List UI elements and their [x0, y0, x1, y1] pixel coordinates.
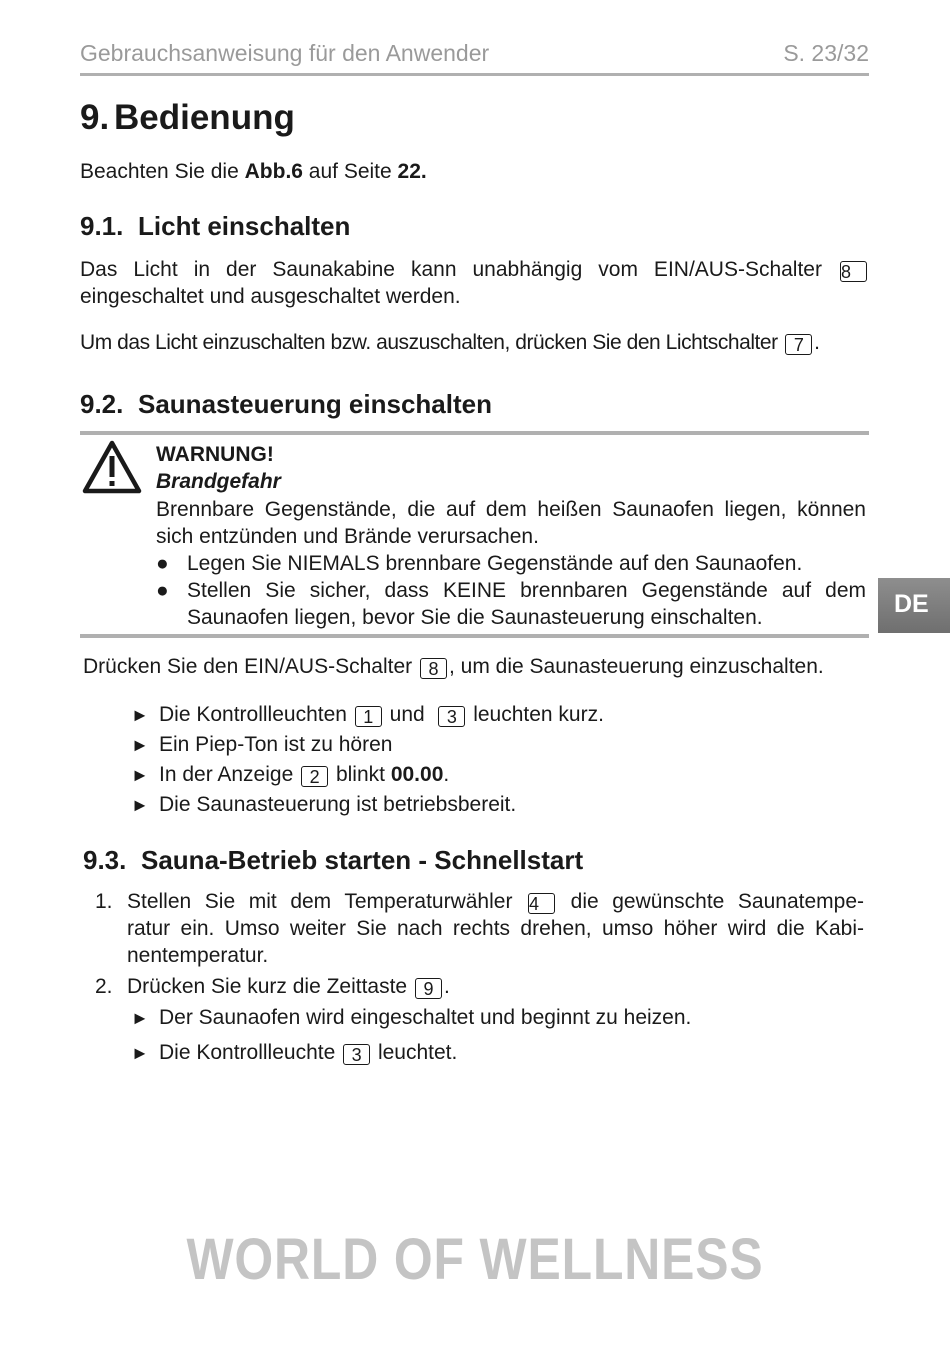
subsection-number: 9.1. — [80, 211, 124, 241]
bullet-dot-icon: ● — [156, 579, 169, 602]
language-tab: DE — [878, 578, 950, 633]
result-text: leuchtet. — [377, 1041, 458, 1064]
page-ref: 22. — [397, 160, 427, 183]
component-ref-3: 3 — [438, 706, 465, 727]
intro-text-mid: auf Seite — [302, 160, 398, 183]
display-value: 00.00 — [390, 763, 444, 786]
bullet-text: Saunaofen liegen, bevor Sie die Saunasteuerung einschalten. — [187, 606, 763, 629]
bullet-text: Legen Sie NIEMALS brennbare Gegenstände auf den Saunaofen. — [187, 552, 803, 575]
figure-ref: Abb.6 — [244, 160, 303, 183]
subsection-number: 9.2. — [80, 389, 124, 419]
component-ref-8: 8 — [840, 261, 867, 282]
warning-title: WARNUNG! — [156, 443, 274, 466]
arrow-right-icon: ► — [131, 765, 149, 785]
component-ref-4: 4 — [528, 893, 555, 914]
subsection-title: Sauna-Betrieb starten - Schnellstart — [141, 845, 584, 875]
result-text: . — [443, 763, 450, 786]
step-text-part: . — [443, 975, 450, 998]
section-intro — [80, 158, 869, 185]
section-heading — [80, 98, 295, 138]
result-item — [131, 1004, 691, 1032]
arrow-right-icon: ► — [131, 1043, 149, 1063]
result-text: leuchten kurz. — [473, 703, 604, 726]
step-text: nentemperatur. — [127, 944, 269, 967]
section-number: 9. — [80, 98, 110, 137]
warning-box — [80, 431, 869, 638]
paragraph-line: eingeschaltet und ausgeschaltet werden. — [80, 285, 461, 308]
result-text: Die Saunasteuerung ist betriebsbereit. — [159, 793, 517, 816]
step-number: 1. — [95, 890, 113, 913]
result-text: und — [389, 703, 425, 726]
result-item — [131, 1039, 457, 1067]
subsection-number: 9.3. — [83, 845, 127, 875]
paragraph-text: Das Licht in der Saunakabine kann unabhängig vom EIN/AUS-Schalter — [80, 258, 822, 281]
subsection-heading-9-3 — [83, 845, 583, 876]
step-text-part: Drücken Sie kurz die Zeittaste — [127, 975, 408, 998]
step-text: ratur ein. Umso weiter Sie nach rechts drehen, umso höher wird die Kabi- — [127, 917, 864, 940]
warning-text: sich entzünden und Brände verursachen. — [156, 525, 539, 548]
instruction-line — [83, 653, 869, 680]
result-text: In der Anzeige — [159, 763, 294, 786]
paragraph-end: . — [814, 331, 820, 354]
warning-triangle-icon — [82, 440, 142, 494]
paragraph-line — [80, 329, 869, 356]
step-text — [127, 973, 864, 1000]
step-text-part: Stellen Sie mit dem Temperaturwähler — [127, 890, 513, 913]
brand-logo: WORLD OF WELLNESS — [186, 1227, 764, 1292]
warning-text: Brennbare Gegenstände, die auf dem heißen Saunaofen liegen, können — [156, 498, 866, 521]
step-text-part: die gewünschte Saunatempe- — [570, 890, 864, 913]
component-ref-7: 7 — [785, 334, 812, 355]
result-item — [131, 701, 604, 729]
page-number: S. 23/32 — [783, 40, 869, 66]
component-ref-8: 8 — [420, 658, 447, 679]
page-header — [80, 36, 869, 76]
subsection-heading-9-1 — [80, 211, 350, 242]
warning-subtitle: Brandgefahr — [156, 470, 281, 493]
bullet-dot-icon: ● — [156, 552, 169, 575]
section-title: Bedienung — [114, 98, 295, 137]
paragraph-line — [80, 256, 869, 283]
result-text: Die Kontrollleuchten — [159, 703, 347, 726]
result-item — [131, 731, 392, 759]
result-text: Die Kontrollleuchte — [159, 1041, 336, 1064]
bullet-text: Stellen Sie sicher, dass KEINE brennbaren Gegenstände auf dem — [187, 579, 866, 602]
result-item — [131, 761, 449, 789]
result-text: Der Saunaofen wird eingeschaltet und beginnt zu heizen. — [159, 1006, 692, 1029]
arrow-right-icon: ► — [131, 705, 149, 725]
result-text: Ein Piep-Ton ist zu hören — [159, 733, 393, 756]
component-ref-9: 9 — [415, 978, 442, 999]
subsection-title: Saunasteuerung einschalten — [138, 389, 492, 419]
arrow-right-icon: ► — [131, 735, 149, 755]
document-title: Gebrauchsanweisung für den Anwender — [80, 40, 490, 66]
subsection-heading-9-2 — [80, 389, 492, 420]
result-text: blinkt — [335, 763, 385, 786]
subsection-title: Licht einschalten — [138, 211, 351, 241]
component-ref-3: 3 — [343, 1044, 370, 1065]
instruction-text: Drücken Sie den EIN/AUS-Schalter — [83, 655, 413, 678]
arrow-right-icon: ► — [131, 795, 149, 815]
paragraph-text: Um das Licht einzuschalten bzw. auszuschalten, drücken Sie den Lichtschalter — [80, 331, 778, 354]
component-ref-1: 1 — [355, 706, 382, 727]
arrow-right-icon: ► — [131, 1008, 149, 1028]
step-text — [127, 888, 864, 915]
instruction-text: , um die Saunasteuerung einzuschalten. — [448, 655, 824, 678]
intro-text: Beachten Sie die — [80, 160, 245, 183]
step-number: 2. — [95, 975, 113, 998]
result-item — [131, 791, 516, 819]
component-ref-2: 2 — [301, 766, 328, 787]
